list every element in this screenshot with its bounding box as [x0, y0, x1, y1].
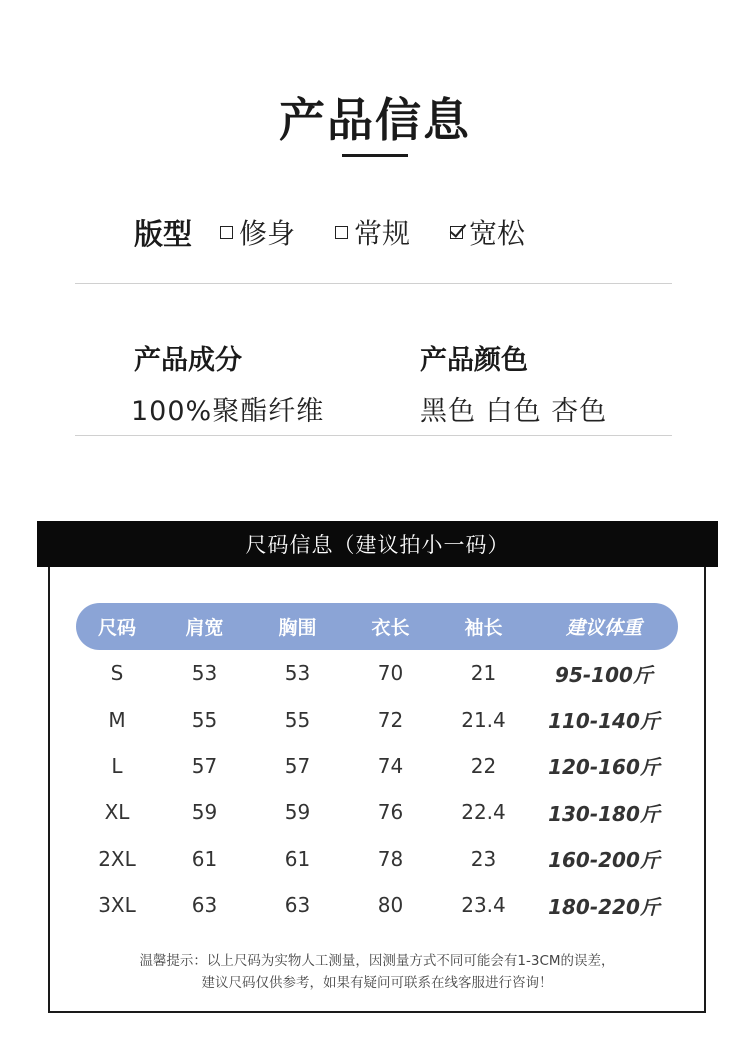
table-row: [76, 696, 678, 742]
fit-label: 版型: [134, 216, 193, 251]
table-cell: XL: [104, 800, 130, 825]
header-cell: 肩宽: [185, 617, 224, 639]
size-tips: [48, 950, 706, 994]
table-cell: 72: [377, 707, 404, 732]
table-cell: 74: [377, 753, 404, 778]
table-cell: 21: [470, 661, 497, 686]
tips-line: 温馨提示：以上尺码为实物人工测量，因测量方式不同可能会有1-3CM的误差，: [139, 953, 615, 969]
table-cell: 57: [284, 753, 311, 778]
table-cell: 23: [470, 846, 497, 871]
color-value: 黑色 白色 杏色: [420, 396, 608, 427]
table-cell: 3XL: [98, 893, 136, 918]
table-row: [76, 882, 678, 928]
table-cell: 120-160斤: [548, 755, 660, 780]
fit-option-label: 宽松: [469, 217, 526, 250]
table-cell: 76: [377, 800, 404, 825]
page-title: 产品信息: [279, 93, 471, 147]
table-cell: 80: [377, 893, 404, 918]
table-cell: 110-140斤: [548, 709, 660, 734]
table-cell: 63: [284, 893, 311, 918]
table-cell: 55: [284, 707, 311, 732]
fit-option-loose[interactable]: [450, 212, 525, 252]
table-cell: 55: [191, 707, 218, 732]
table-row: [76, 836, 678, 882]
table-cell: 2XL: [98, 846, 136, 871]
table-cell: 95-100斤: [555, 662, 653, 687]
table-cell: 130-180斤: [548, 801, 660, 826]
size-table-body: [76, 650, 678, 928]
material-value: 100%聚酯纤维: [131, 396, 325, 427]
table-cell: 63: [191, 893, 218, 918]
header-cell: 袖长: [464, 617, 503, 639]
header-cell: 胸围: [278, 617, 317, 639]
size-chart-banner: 尺码信息（建议拍小一码）: [37, 521, 718, 567]
header-cell: 尺码: [97, 617, 136, 639]
header-cell: 衣长: [371, 617, 410, 639]
size-table-header: [76, 603, 678, 650]
table-cell: 61: [191, 846, 218, 871]
header-cell: 建议体重: [565, 617, 642, 639]
table-cell: 23.4: [461, 893, 506, 918]
size-table: [76, 603, 678, 928]
table-cell: 22.4: [461, 800, 506, 825]
fit-option-label: 修身: [239, 217, 296, 250]
table-cell: 21.4: [461, 707, 506, 732]
table-row: [76, 789, 678, 835]
table-cell: L: [111, 753, 123, 778]
tips-line: 建议尺码仅供参考，如果有疑问可联系在线客服进行咨询！: [201, 975, 553, 991]
color-block: [420, 338, 607, 428]
material-block: [131, 338, 325, 428]
table-cell: 180-220斤: [548, 894, 660, 919]
divider: [75, 435, 672, 436]
fit-row: [134, 212, 565, 252]
title-underline: [342, 154, 408, 157]
table-row: [76, 743, 678, 789]
checkbox-checked-icon: [450, 226, 463, 239]
table-cell: 57: [191, 753, 218, 778]
checkbox-unchecked-icon: [220, 226, 233, 239]
table-cell: 61: [284, 846, 311, 871]
table-cell: 78: [377, 846, 404, 871]
table-cell: 70: [377, 661, 404, 686]
checkbox-unchecked-icon: [335, 226, 348, 239]
divider: [75, 283, 672, 284]
table-cell: S: [110, 661, 124, 686]
fit-option-label: 常规: [354, 217, 411, 250]
table-cell: 53: [284, 661, 311, 686]
table-cell: 59: [191, 800, 218, 825]
table-cell: 59: [284, 800, 311, 825]
color-title: 产品颜色: [420, 345, 528, 376]
table-cell: 53: [191, 661, 218, 686]
table-row: [76, 650, 678, 696]
table-cell: M: [108, 707, 126, 732]
material-title: 产品成分: [134, 345, 242, 376]
fit-option-slim[interactable]: [220, 212, 295, 252]
fit-option-regular[interactable]: [335, 212, 410, 252]
table-cell: 22: [470, 753, 497, 778]
table-cell: 160-200斤: [548, 848, 660, 873]
